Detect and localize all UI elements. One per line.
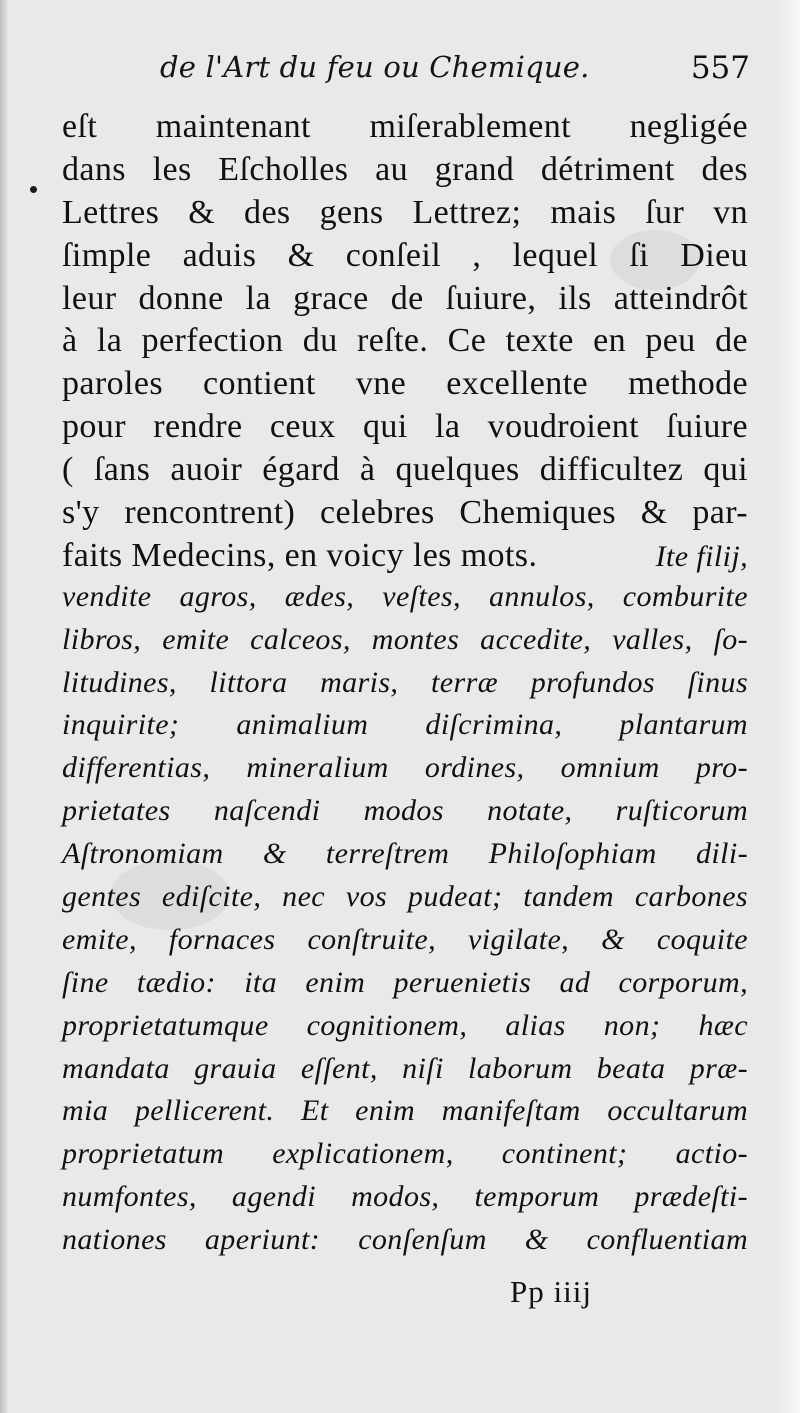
text-line — [62, 1180, 748, 1223]
text-line-content: litudines, littora maris, terræ profundos ſinus — [62, 665, 749, 699]
text-line — [62, 923, 748, 966]
text-line — [62, 1009, 748, 1052]
text-line-content: s'y rencontrent) celebres Chemiques & par- — [62, 494, 748, 532]
text-line — [62, 880, 748, 923]
text-line-content: emite, fornaces conſtruite, vigilate, & coquite — [62, 922, 748, 956]
text-line — [62, 451, 748, 494]
text-line-content: proprietatumque cognitionem, alias non; hæc — [62, 1008, 748, 1042]
text-line — [62, 1052, 748, 1095]
text-line — [62, 1094, 748, 1137]
text-line — [62, 280, 748, 323]
text-line — [62, 837, 748, 880]
text-line — [62, 794, 748, 837]
text-line — [62, 322, 748, 365]
text-line-content: leur donne la grace de ſuiure, ils atteindrôt — [62, 279, 749, 317]
text-line — [62, 237, 748, 280]
text-line — [62, 408, 748, 451]
text-line — [62, 365, 748, 408]
text-line — [62, 494, 748, 537]
text-line — [62, 1223, 748, 1266]
text-line-roman-part: faits Medecins, en voicy les mots. — [62, 536, 538, 574]
page-header — [160, 50, 750, 102]
text-line-content: mandata grauia eſſent, niſi laborum beata præ- — [62, 1051, 749, 1085]
text-line — [62, 708, 748, 751]
text-line-content: eſt maintenant miſerablement negligée — [62, 108, 748, 145]
text-line — [62, 108, 748, 151]
text-line — [62, 623, 748, 666]
text-line-content: Lettres & des gens Lettrez; mais ſur vn — [62, 193, 748, 231]
text-line — [62, 666, 748, 709]
text-line-content: inquirite; animalium diſcrimina, plantarum — [62, 708, 748, 742]
text-line — [62, 151, 748, 194]
text-line-content: dans les Eſcholles au grand détriment des — [62, 150, 748, 188]
text-line-content: proprietatum explicationem, continent; actio- — [62, 1137, 748, 1171]
text-line-content: Aſtronomiam & terreſtrem Philoſophiam dili- — [62, 837, 749, 871]
text-line-content: mia pellicerent. Et enim manifeſtam occultarum — [62, 1094, 749, 1128]
margin-mark — [30, 186, 37, 193]
text-line — [62, 966, 748, 1009]
text-line — [62, 751, 748, 794]
page-number: 557 — [690, 50, 750, 86]
text-line-content: gentes ediſcite, nec vos pudeat; tandem carbones — [62, 880, 749, 914]
text-line-italic-part: Ite filij, — [655, 539, 748, 573]
body-text — [62, 108, 748, 1266]
text-line-content: numfontes, agendi modos, temporum prædeſti- — [62, 1180, 749, 1214]
text-line-content: ſine tædio: ita enim peruenietis ad corporum, — [62, 965, 748, 999]
text-line-content: nationes aperiunt: conſenſum & confluentiam — [62, 1223, 749, 1257]
text-line — [62, 194, 748, 237]
text-line — [62, 580, 748, 623]
text-line-content: ſimple aduis & conſeil , lequel ſi Dieu — [62, 236, 748, 274]
text-line — [62, 537, 748, 580]
text-line-content: à la perfection du reſte. Ce texte en peu de — [62, 322, 748, 360]
text-line-content: vendite agros, ædes, veſtes, annulos, comburite — [62, 579, 748, 613]
text-line — [62, 1137, 748, 1180]
text-line-content: differentias, mineralium ordines, omnium pro- — [62, 751, 748, 785]
catchword: Pp iiij — [510, 1274, 592, 1309]
text-line-content: libros, emite calceos, montes accedite, valles, ſo- — [62, 622, 748, 656]
text-line-content: prietates naſcendi modos notate, ruſticorum — [62, 794, 749, 828]
running-head: de l'Art du feu ou Chemique. — [160, 50, 590, 84]
text-line-content: paroles contient vne excellente methode — [62, 365, 748, 403]
text-line-content: ( ſans auoir égard à quelques difficultez qui — [62, 451, 748, 489]
text-line-content: pour rendre ceux qui la voudroient ſuiure — [62, 408, 749, 446]
